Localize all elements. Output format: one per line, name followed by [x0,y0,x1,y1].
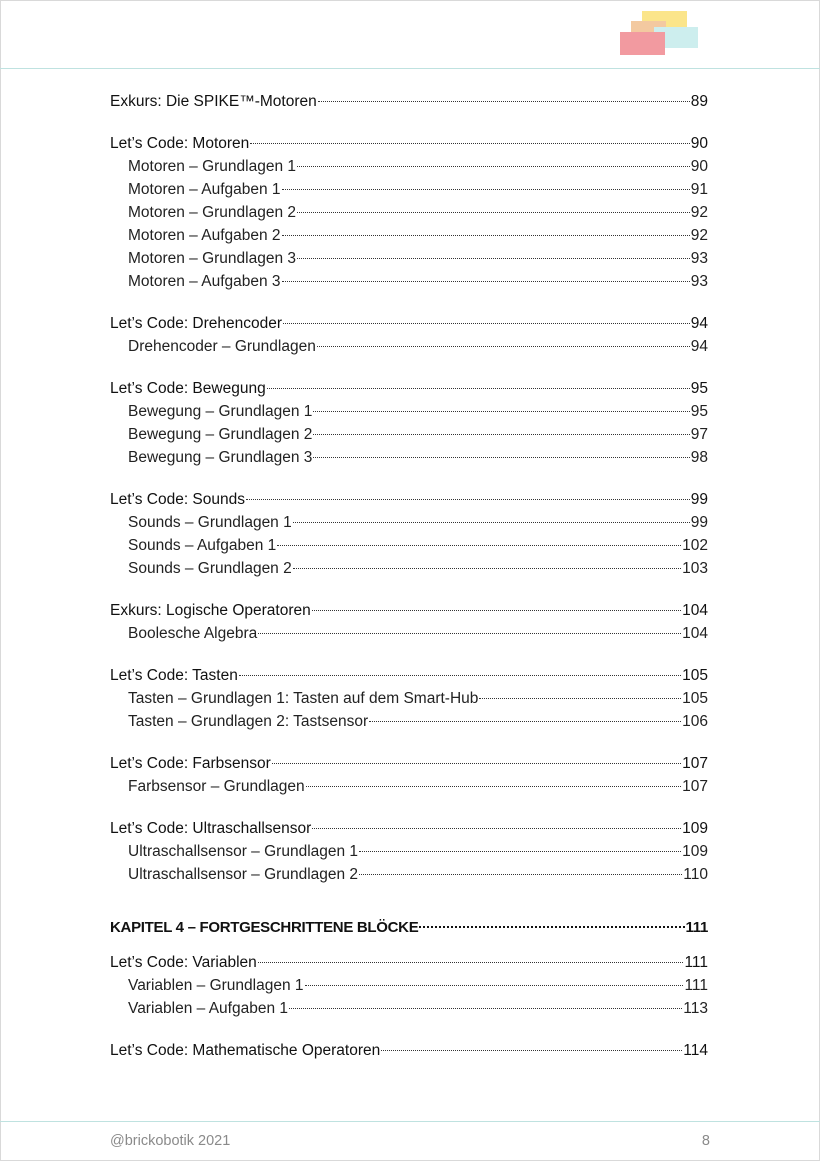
toc-entry-title: Exkurs: Die SPIKE™-Motoren [110,93,317,110]
dot-leader [297,166,690,167]
dot-leader [282,235,690,236]
toc-entry-page: 94 [690,315,708,332]
toc-entry-page: 90 [690,135,708,152]
toc-entry-top[interactable] [110,752,708,775]
toc-entry-title: Let’s Code: Tasten [110,667,238,684]
dot-leader [305,985,684,986]
dot-leader [318,101,690,102]
toc-entry-page: 95 [690,403,708,420]
toc-entry-page: 111 [685,919,708,936]
toc-entry-sub[interactable] [110,534,708,557]
toc-entry-page: 91 [690,181,708,198]
dot-leader [313,457,689,458]
dot-leader [381,1050,682,1051]
toc-entry-page: 107 [682,778,708,795]
toc-entry-page: 93 [690,273,708,290]
toc-entry-sub[interactable] [110,974,708,997]
toc-entry-top[interactable] [110,377,708,400]
toc-entry-title: Ultraschallsensor – Grundlagen 2 [128,866,359,883]
dot-leader [313,434,689,435]
toc-entry-title: Variablen – Aufgaben 1 [128,1000,289,1017]
toc-entry-page: 107 [682,755,708,772]
toc-entry-page: 89 [690,93,708,110]
toc-entry-top[interactable] [110,599,708,622]
toc-entry-page: 99 [690,514,708,531]
toc-entry-title: Ultraschallsensor – Grundlagen 1 [128,843,359,860]
toc-entry-page: 103 [682,560,708,577]
dot-leader [283,323,690,324]
toc-entry-page: 113 [683,1000,708,1017]
dot-leader [282,189,690,190]
toc-entry-sub[interactable] [110,270,708,293]
dot-leader [419,926,684,928]
toc-entry-title: Farbsensor – Grundlagen [128,778,305,795]
toc-entry-page: 95 [690,380,708,397]
toc-entry-chapter[interactable] [110,916,708,939]
dot-leader [369,721,681,722]
toc-entry-page: 93 [690,250,708,267]
dot-leader [297,258,690,259]
toc-entry-page: 106 [682,713,708,730]
toc-entry-title: Let’s Code: Variablen [110,954,257,971]
page-footer [0,1121,820,1122]
toc-entry-page: 92 [690,204,708,221]
toc-entry-page: 104 [682,625,708,642]
toc-entry-title: Let’s Code: Ultraschallsensor [110,820,312,837]
dot-leader [306,786,681,787]
dot-leader [312,610,681,611]
dot-leader [313,411,689,412]
toc-entry-title: KAPITEL 4 – FORTGESCHRITTENE BLÖCKE [110,919,419,936]
brick-logo-icon [618,8,702,58]
toc-entry-page: 92 [690,227,708,244]
toc-entry-sub[interactable] [110,775,708,798]
toc-entry-page: 114 [683,1042,708,1059]
dot-leader [246,499,690,500]
toc-entry-page: 111 [684,954,708,971]
toc-entry-title: Sounds – Grundlagen 2 [128,560,292,577]
toc-entry-sub[interactable] [110,247,708,270]
dot-leader [250,143,689,144]
toc-entry-title: Motoren – Aufgaben 1 [128,181,281,198]
dot-leader [277,545,681,546]
toc-entry-sub[interactable] [110,622,708,645]
toc-entry-sub[interactable] [110,710,708,733]
toc-entry-title: Sounds – Grundlagen 1 [128,514,292,531]
toc-entry-page: 111 [684,977,708,994]
toc-entry-title: Let’s Code: Farbsensor [110,755,271,772]
toc-entry-sub[interactable] [110,446,708,469]
dot-leader [297,212,690,213]
toc-entry-page: 104 [682,602,708,619]
toc-entry-page: 102 [682,537,708,554]
toc-entry-top[interactable] [110,1039,708,1062]
toc-entry-page: 109 [682,843,708,860]
toc-entry-sub[interactable] [110,178,708,201]
toc-entry-title: Variablen – Grundlagen 1 [128,977,304,994]
toc-entry-sub[interactable] [110,423,708,446]
dot-leader [359,874,682,875]
dot-leader [293,522,690,523]
toc-entry-title: Bewegung – Grundlagen 1 [128,403,313,420]
dot-leader [317,346,690,347]
toc-entry-sub[interactable] [110,155,708,178]
toc-entry-sub[interactable] [110,335,708,358]
toc-entry-top[interactable] [110,90,708,113]
toc-entry-page: 99 [690,491,708,508]
page-header [0,0,820,69]
toc-entry-title: Let’s Code: Bewegung [110,380,266,397]
toc-entry-sub[interactable] [110,224,708,247]
dot-leader [282,281,690,282]
toc-entry-title: Boolesche Algebra [128,625,258,642]
dot-leader [359,851,681,852]
toc-entry-sub[interactable] [110,863,708,886]
toc-entry-title: Let’s Code: Sounds [110,491,246,508]
toc-entry-top[interactable] [110,132,708,155]
toc-entry-page: 97 [690,426,708,443]
toc-entry-page: 110 [683,866,708,883]
toc-entry-page: 98 [690,449,708,466]
dot-leader [272,763,681,764]
toc-entry-title: Motoren – Grundlagen 1 [128,158,297,175]
toc-entry-top[interactable] [110,951,708,974]
dot-leader [267,388,690,389]
dot-leader [293,568,681,569]
toc-entry-title: Bewegung – Grundlagen 2 [128,426,313,443]
toc-entry-sub[interactable] [110,201,708,224]
toc-entry-sub[interactable] [110,557,708,580]
toc-entry-title: Motoren – Grundlagen 3 [128,250,297,267]
toc-entry-page: 105 [682,667,708,684]
dot-leader [239,675,681,676]
footer-page-number: 8 [701,1133,710,1149]
toc-entry-title: Motoren – Aufgaben 2 [128,227,281,244]
toc-entry-top[interactable] [110,817,708,840]
toc-entry-title: Sounds – Aufgaben 1 [128,537,277,554]
toc-entry-title: Tasten – Grundlagen 1: Tasten auf dem Smart-Hub [128,690,479,707]
dot-leader [312,828,681,829]
dot-leader [289,1008,682,1009]
toc-entry-page: 94 [690,338,708,355]
toc-entry-title: Tasten – Grundlagen 2: Tastsensor [128,713,369,730]
toc-entry-top[interactable] [110,312,708,335]
toc-entry-title: Drehencoder – Grundlagen [128,338,316,355]
dot-leader [479,698,681,699]
toc-entry-title: Let’s Code: Motoren [110,135,250,152]
footer-copyright: @brickobotik 2021 [110,1133,231,1149]
toc-entry-title: Let’s Code: Mathematische Operatoren [110,1042,381,1059]
toc-entry-sub[interactable] [110,511,708,534]
toc-entry-title: Let’s Code: Drehencoder [110,315,283,332]
toc-entry-title: Bewegung – Grundlagen 3 [128,449,313,466]
toc-entry-page: 109 [682,820,708,837]
toc-entry-sub[interactable] [110,840,708,863]
dot-leader [258,633,681,634]
toc-entry-title: Motoren – Aufgaben 3 [128,273,281,290]
toc-entry-sub[interactable] [110,997,708,1020]
toc-entry-sub[interactable] [110,687,708,710]
toc-entry-page: 90 [690,158,708,175]
toc-entry-sub[interactable] [110,400,708,423]
toc-entry-top[interactable] [110,664,708,687]
toc-entry-title: Motoren – Grundlagen 2 [128,204,297,221]
toc-entry-page: 105 [682,690,708,707]
dot-leader [258,962,684,963]
toc-entry-top[interactable] [110,488,708,511]
table-of-contents [110,90,708,1062]
toc-entry-title: Exkurs: Logische Operatoren [110,602,311,619]
